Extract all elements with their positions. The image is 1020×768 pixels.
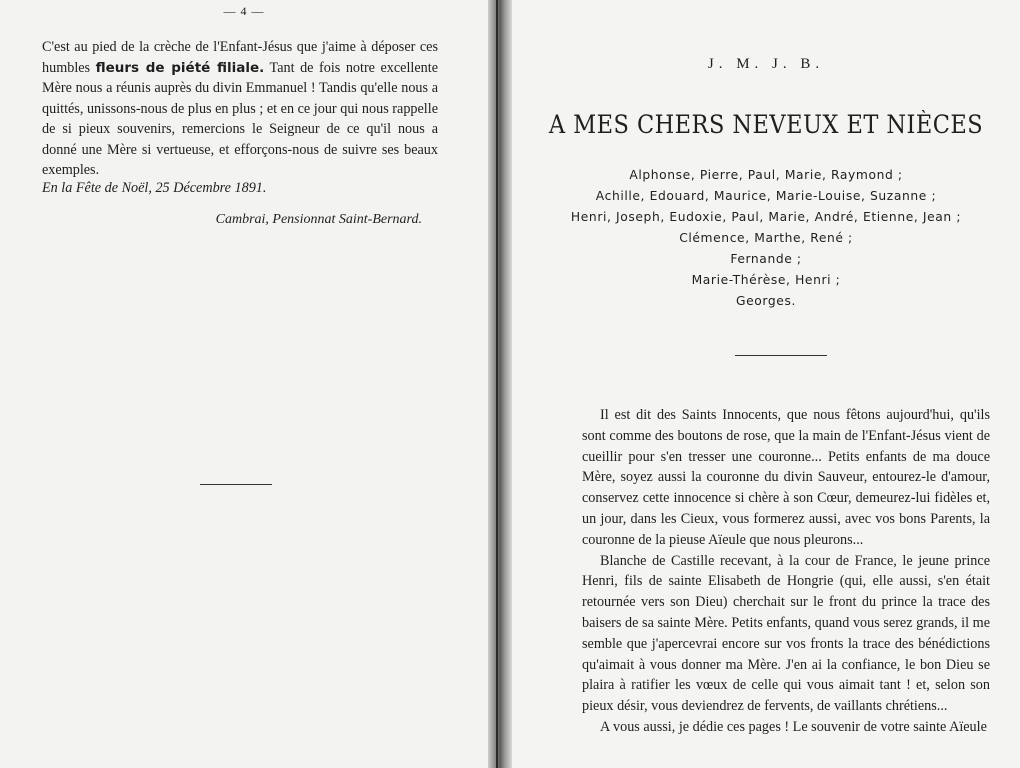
names-line: Henri, Joseph, Eudoxie, Paul, Marie, André, Etienne, Jean ; xyxy=(570,210,962,224)
signature: Cambrai, Pensionnat Saint-Bernard. xyxy=(215,212,422,227)
left-page xyxy=(0,0,488,768)
body-paragraph: Il est dit des Saints Innocents, que nous fêtons aujourd'hui, qu'ils sont comme des boutons de rose, que la main de l'Enfant-Jésus vient de cueillir pour s'en tresser une couronne... Petits enfants de ma douce Mère, soyez aussi la couronne du divin Sauveur, entourez-le d'amour, conservez cette innocence si chère à son Cœur, demeurez-lui fidèles et, un jour, dans les Cieux, vous formerez aussi, avec vos bons Parents, la couronne de la pieuse Aïeule que nous pleurons... xyxy=(582,407,990,548)
dateline: En la Fête de Noël, 25 Décembre 1891. xyxy=(42,180,267,196)
paragraph-text-start: C'est au pied de la crèche de l'Enfant-Jésus que j'aime à déposer ces humbles xyxy=(42,39,438,76)
names-line: Fernande ; xyxy=(730,252,802,266)
names-line: Alphonse, Pierre, Paul, Marie, Raymond ; xyxy=(629,168,903,182)
divider-rule xyxy=(735,355,827,356)
gutter-line xyxy=(496,0,498,768)
names-line: Georges. xyxy=(736,294,796,308)
monogram: J. M. J. B. xyxy=(707,56,825,72)
divider-rule xyxy=(200,484,272,485)
dedication-title: A MES CHERS NEVEUX ET NIÈCES xyxy=(548,110,984,139)
body-paragraph: A vous aussi, je dédie ces pages ! Le souvenir de votre sainte Aïeule xyxy=(600,718,987,735)
book-gutter xyxy=(488,0,512,768)
names-line: Clémence, Marthe, René ; xyxy=(679,231,853,245)
names-list xyxy=(512,165,1020,312)
body-paragraph: Blanche de Castille recevant, à la cour de France, le jeune prince Henri, fils de sainte Elisabeth de Hongrie (qui, elle aussi, s'en était retournée vers son Dieu) cherchait sur le front du prince la trace des baisers de sa sainte Mère. Petits enfants, quand vous serez grands, il me semble que j'apercevrai encore sur vos fronts la trace des bénédictions qu'aimait à vous donner ma Mère. J'en ai la confiance, le bon Dieu se plaira à ratifier les vœux de celle qui vous aimait tant ! et, selon son pieux désir, vous deviendrez de fervents, de vaillants chrétiens... xyxy=(582,552,990,715)
body-text xyxy=(582,405,990,738)
emphasis-phrase: fleurs de piété filiale. xyxy=(95,59,265,76)
page-number: — 4 — xyxy=(223,4,265,18)
left-paragraph xyxy=(42,37,438,181)
names-line: Achille, Edouard, Maurice, Marie-Louise, Suzanne ; xyxy=(595,189,937,203)
names-line: Marie-Thérèse, Henri ; xyxy=(691,273,841,287)
paragraph-text-end: Tant de fois notre excellente Mère nous a réunis auprès du divin Emmanuel ! Tandis qu'elle nous a quittés, unissons-nous de plus en plus ; et en ce jour qui nous rappelle de si pieux souvenirs, remercions le Seigneur de ce qu'il nous a donné une Mère si vertueuse, et efforçons-nous de suivre ses beaux exemples. xyxy=(42,59,438,178)
right-page xyxy=(512,0,1020,768)
